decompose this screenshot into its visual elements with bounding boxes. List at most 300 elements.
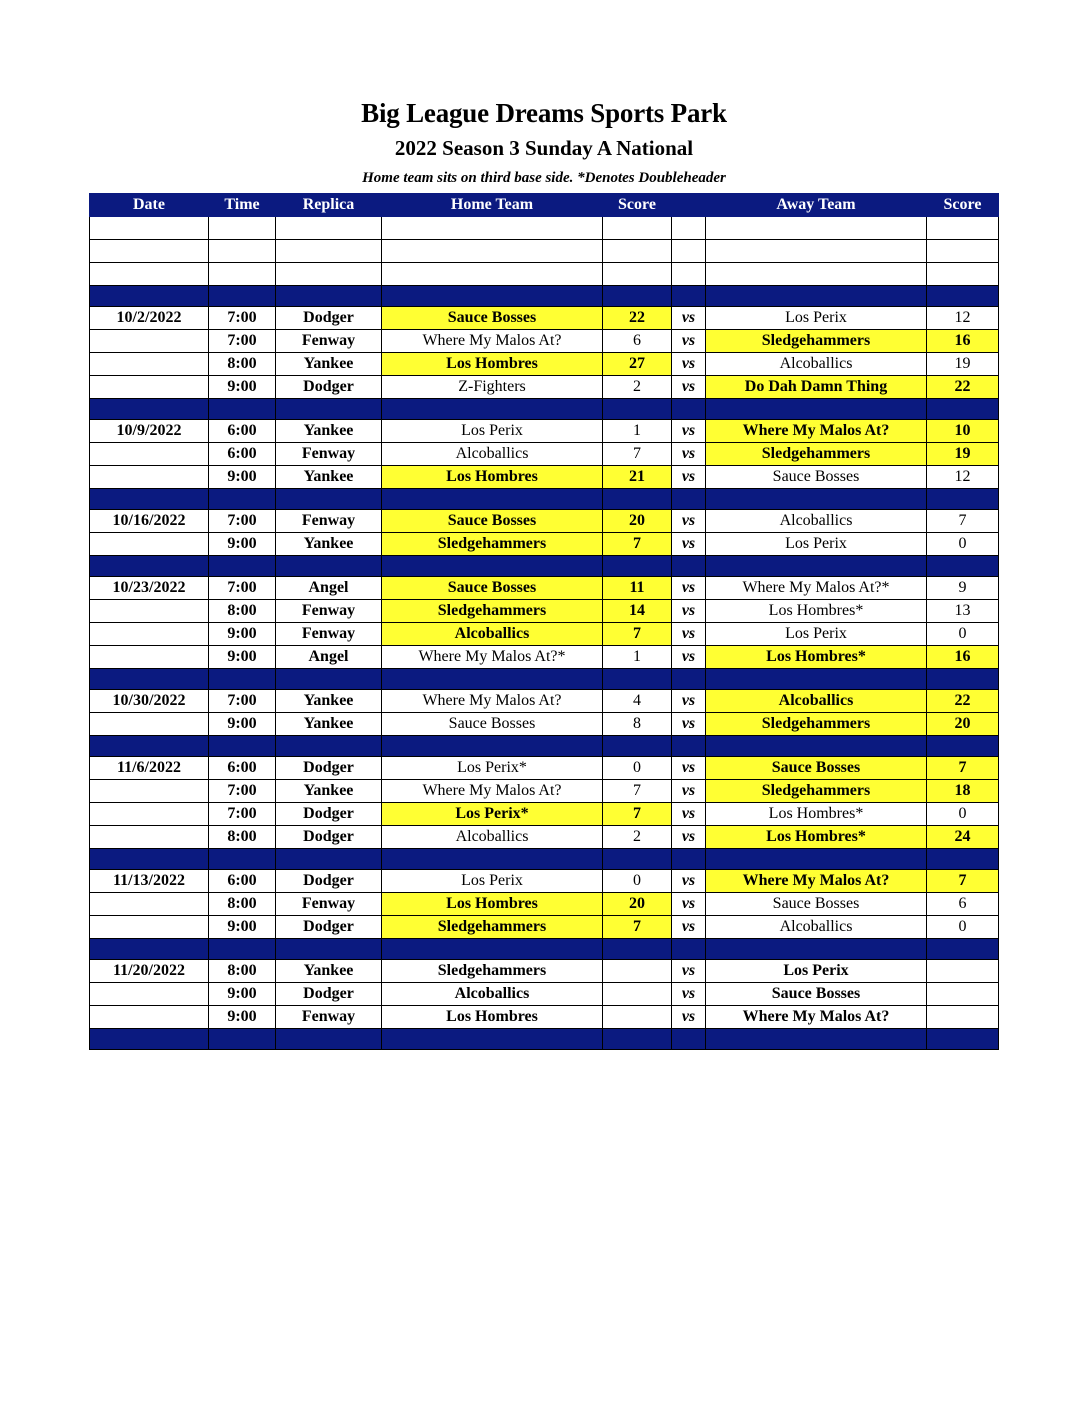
game-field: Yankee <box>276 780 382 803</box>
separator-cell <box>672 556 706 577</box>
separator-cell <box>382 736 603 757</box>
away-team: Los Perix <box>706 960 927 983</box>
separator-cell <box>90 736 209 757</box>
separator-cell <box>276 399 382 420</box>
away-team: Alcoballics <box>706 510 927 533</box>
blank-cell <box>927 217 999 240</box>
game-row <box>90 893 999 916</box>
vs-label: vs <box>672 713 706 736</box>
home-score: 0 <box>603 757 672 780</box>
game-field: Fenway <box>276 510 382 533</box>
game-date <box>90 533 209 556</box>
game-row <box>90 690 999 713</box>
vs-label: vs <box>672 510 706 533</box>
blank-cell <box>276 240 382 263</box>
vs-label: vs <box>672 623 706 646</box>
away-score: 13 <box>927 600 999 623</box>
separator-cell <box>927 736 999 757</box>
away-score: 7 <box>927 510 999 533</box>
game-field: Dodger <box>276 916 382 939</box>
separator-cell <box>382 939 603 960</box>
col-header-date: Date <box>90 194 209 217</box>
home-score <box>603 1006 672 1029</box>
away-team: Los Hombres* <box>706 600 927 623</box>
home-score: 27 <box>603 353 672 376</box>
vs-label: vs <box>672 870 706 893</box>
home-score: 20 <box>603 893 672 916</box>
game-row <box>90 533 999 556</box>
home-team: Where My Malos At? <box>382 780 603 803</box>
game-date: 10/23/2022 <box>90 577 209 600</box>
game-field: Fenway <box>276 600 382 623</box>
week-separator-row <box>90 286 999 307</box>
game-date <box>90 600 209 623</box>
blank-cell <box>672 240 706 263</box>
separator-cell <box>276 489 382 510</box>
separator-cell <box>672 489 706 510</box>
separator-cell <box>382 286 603 307</box>
game-field: Dodger <box>276 983 382 1006</box>
blank-cell <box>706 217 927 240</box>
separator-cell <box>927 1029 999 1050</box>
col-header-time: Time <box>209 194 276 217</box>
game-time: 9:00 <box>209 376 276 399</box>
separator-cell <box>706 736 927 757</box>
vs-label: vs <box>672 353 706 376</box>
game-date <box>90 803 209 826</box>
separator-cell <box>209 556 276 577</box>
home-team: Los Perix* <box>382 757 603 780</box>
game-row <box>90 577 999 600</box>
game-time: 7:00 <box>209 330 276 353</box>
away-score: 19 <box>927 443 999 466</box>
blank-cell <box>209 240 276 263</box>
week-separator-row <box>90 556 999 577</box>
separator-cell <box>382 849 603 870</box>
away-score: 18 <box>927 780 999 803</box>
separator-cell <box>209 939 276 960</box>
game-field: Yankee <box>276 420 382 443</box>
game-date: 11/20/2022 <box>90 960 209 983</box>
separator-cell <box>603 286 672 307</box>
separator-cell <box>90 669 209 690</box>
home-team: Los Hombres <box>382 1006 603 1029</box>
game-date <box>90 646 209 669</box>
col-header-home-team: Home Team <box>382 194 603 217</box>
home-score: 7 <box>603 803 672 826</box>
game-field: Yankee <box>276 960 382 983</box>
away-score: 7 <box>927 870 999 893</box>
separator-cell <box>90 286 209 307</box>
week-separator-row <box>90 399 999 420</box>
vs-label: vs <box>672 1006 706 1029</box>
away-score: 22 <box>927 690 999 713</box>
game-time: 6:00 <box>209 443 276 466</box>
game-row <box>90 307 999 330</box>
away-score: 24 <box>927 826 999 849</box>
separator-cell <box>672 286 706 307</box>
home-team: Where My Malos At?* <box>382 646 603 669</box>
blank-cell <box>927 240 999 263</box>
separator-cell <box>706 489 927 510</box>
week-separator-row <box>90 669 999 690</box>
game-date: 11/13/2022 <box>90 870 209 893</box>
game-field: Dodger <box>276 307 382 330</box>
separator-cell <box>672 736 706 757</box>
game-row <box>90 646 999 669</box>
home-team: Sledgehammers <box>382 960 603 983</box>
game-field: Dodger <box>276 803 382 826</box>
blank-cell <box>603 217 672 240</box>
home-team: Alcoballics <box>382 443 603 466</box>
blank-cell <box>90 263 209 286</box>
separator-cell <box>90 1029 209 1050</box>
separator-cell <box>209 1029 276 1050</box>
separator-cell <box>672 849 706 870</box>
away-score: 22 <box>927 376 999 399</box>
separator-cell <box>276 939 382 960</box>
week-separator-row <box>90 1029 999 1050</box>
game-row <box>90 510 999 533</box>
separator-cell <box>603 399 672 420</box>
home-score: 1 <box>603 420 672 443</box>
home-team: Los Perix <box>382 420 603 443</box>
blank-cell <box>603 263 672 286</box>
away-score: 7 <box>927 757 999 780</box>
vs-label: vs <box>672 757 706 780</box>
separator-cell <box>927 556 999 577</box>
schedule-body <box>90 217 999 1050</box>
separator-cell <box>706 556 927 577</box>
blank-cell <box>706 240 927 263</box>
vs-label: vs <box>672 646 706 669</box>
home-score: 4 <box>603 690 672 713</box>
blank-row <box>90 217 999 240</box>
away-team: Alcoballics <box>706 353 927 376</box>
col-header-away-team: Away Team <box>706 194 927 217</box>
away-team: Where My Malos At? <box>706 870 927 893</box>
blank-cell <box>706 263 927 286</box>
schedule-note: Home team sits on third base side. *Denotes Doubleheader <box>362 170 726 186</box>
away-score: 12 <box>927 466 999 489</box>
separator-cell <box>209 849 276 870</box>
game-date <box>90 893 209 916</box>
game-time: 9:00 <box>209 646 276 669</box>
header-row <box>90 194 999 217</box>
game-row <box>90 353 999 376</box>
schedule-table <box>89 193 999 1050</box>
home-team: Los Perix* <box>382 803 603 826</box>
home-team: Sauce Bosses <box>382 307 603 330</box>
game-row <box>90 623 999 646</box>
game-time: 9:00 <box>209 466 276 489</box>
game-time: 8:00 <box>209 960 276 983</box>
away-score: 10 <box>927 420 999 443</box>
col-header-vs <box>672 194 706 217</box>
game-time: 9:00 <box>209 623 276 646</box>
game-date <box>90 1006 209 1029</box>
separator-cell <box>927 849 999 870</box>
away-team: Sauce Bosses <box>706 466 927 489</box>
week-separator-row <box>90 489 999 510</box>
game-row <box>90 803 999 826</box>
separator-cell <box>382 399 603 420</box>
game-time: 8:00 <box>209 893 276 916</box>
home-score: 7 <box>603 443 672 466</box>
away-score: 16 <box>927 330 999 353</box>
away-team: Sledgehammers <box>706 330 927 353</box>
game-time: 6:00 <box>209 870 276 893</box>
vs-label: vs <box>672 307 706 330</box>
home-score: 11 <box>603 577 672 600</box>
separator-cell <box>276 736 382 757</box>
game-field: Fenway <box>276 1006 382 1029</box>
home-team: Sauce Bosses <box>382 510 603 533</box>
blank-cell <box>209 263 276 286</box>
away-score: 9 <box>927 577 999 600</box>
separator-cell <box>927 489 999 510</box>
separator-cell <box>706 1029 927 1050</box>
separator-cell <box>90 399 209 420</box>
home-team: Los Hombres <box>382 353 603 376</box>
away-team: Sledgehammers <box>706 443 927 466</box>
separator-cell <box>209 736 276 757</box>
home-score: 8 <box>603 713 672 736</box>
blank-row <box>90 263 999 286</box>
home-score: 7 <box>603 780 672 803</box>
away-score: 16 <box>927 646 999 669</box>
game-date <box>90 353 209 376</box>
home-team: Los Hombres <box>382 893 603 916</box>
game-row <box>90 916 999 939</box>
game-time: 6:00 <box>209 757 276 780</box>
separator-cell <box>672 399 706 420</box>
away-team: Alcoballics <box>706 690 927 713</box>
game-row <box>90 420 999 443</box>
away-score: 6 <box>927 893 999 916</box>
game-time: 8:00 <box>209 600 276 623</box>
vs-label: vs <box>672 600 706 623</box>
game-row <box>90 600 999 623</box>
home-team: Alcoballics <box>382 826 603 849</box>
game-field: Dodger <box>276 826 382 849</box>
blank-cell <box>927 263 999 286</box>
separator-cell <box>603 849 672 870</box>
vs-label: vs <box>672 466 706 489</box>
vs-label: vs <box>672 443 706 466</box>
game-row <box>90 443 999 466</box>
blank-cell <box>276 217 382 240</box>
game-time: 7:00 <box>209 510 276 533</box>
separator-cell <box>672 669 706 690</box>
separator-cell <box>927 939 999 960</box>
away-score: 19 <box>927 353 999 376</box>
separator-cell <box>672 1029 706 1050</box>
game-date: 10/9/2022 <box>90 420 209 443</box>
game-field: Yankee <box>276 713 382 736</box>
separator-cell <box>927 669 999 690</box>
blank-cell <box>603 240 672 263</box>
away-team: Where My Malos At? <box>706 1006 927 1029</box>
game-field: Yankee <box>276 690 382 713</box>
blank-cell <box>90 217 209 240</box>
home-score: 21 <box>603 466 672 489</box>
separator-cell <box>603 736 672 757</box>
game-field: Yankee <box>276 533 382 556</box>
home-score: 2 <box>603 376 672 399</box>
game-time: 9:00 <box>209 1006 276 1029</box>
game-time: 7:00 <box>209 307 276 330</box>
home-team: Sledgehammers <box>382 533 603 556</box>
home-score: 22 <box>603 307 672 330</box>
separator-cell <box>603 669 672 690</box>
vs-label: vs <box>672 690 706 713</box>
vs-label: vs <box>672 803 706 826</box>
separator-cell <box>706 399 927 420</box>
game-time: 9:00 <box>209 713 276 736</box>
game-field: Dodger <box>276 376 382 399</box>
away-team: Sledgehammers <box>706 713 927 736</box>
game-time: 9:00 <box>209 916 276 939</box>
game-row <box>90 960 999 983</box>
game-date <box>90 376 209 399</box>
game-row <box>90 376 999 399</box>
blank-cell <box>382 240 603 263</box>
game-field: Yankee <box>276 353 382 376</box>
blank-cell <box>382 263 603 286</box>
game-date <box>90 916 209 939</box>
blank-cell <box>672 263 706 286</box>
game-field: Dodger <box>276 757 382 780</box>
away-score <box>927 1006 999 1029</box>
away-team: Los Hombres* <box>706 826 927 849</box>
separator-cell <box>90 939 209 960</box>
home-score: 14 <box>603 600 672 623</box>
separator-cell <box>90 556 209 577</box>
separator-cell <box>382 489 603 510</box>
home-score: 7 <box>603 916 672 939</box>
game-date <box>90 713 209 736</box>
separator-cell <box>706 286 927 307</box>
game-field: Angel <box>276 577 382 600</box>
game-date <box>90 443 209 466</box>
week-separator-row <box>90 849 999 870</box>
vs-label: vs <box>672 826 706 849</box>
away-team: Los Perix <box>706 533 927 556</box>
game-field: Dodger <box>276 870 382 893</box>
vs-label: vs <box>672 983 706 1006</box>
home-team: Los Hombres <box>382 466 603 489</box>
game-date <box>90 780 209 803</box>
game-time: 7:00 <box>209 690 276 713</box>
blank-row <box>90 240 999 263</box>
vs-label: vs <box>672 376 706 399</box>
separator-cell <box>603 939 672 960</box>
vs-label: vs <box>672 780 706 803</box>
game-field: Fenway <box>276 623 382 646</box>
away-team: Sauce Bosses <box>706 893 927 916</box>
vs-label: vs <box>672 960 706 983</box>
game-date: 11/6/2022 <box>90 757 209 780</box>
game-time: 7:00 <box>209 577 276 600</box>
home-score: 1 <box>603 646 672 669</box>
game-date: 10/2/2022 <box>90 307 209 330</box>
away-team: Alcoballics <box>706 916 927 939</box>
home-team: Sledgehammers <box>382 600 603 623</box>
home-team: Sauce Bosses <box>382 577 603 600</box>
game-date <box>90 330 209 353</box>
game-date <box>90 983 209 1006</box>
page-title: Big League Dreams Sports Park <box>361 98 727 128</box>
separator-cell <box>603 556 672 577</box>
game-time: 8:00 <box>209 353 276 376</box>
away-team: Sauce Bosses <box>706 983 927 1006</box>
game-row <box>90 780 999 803</box>
game-row <box>90 757 999 780</box>
away-score: 12 <box>927 307 999 330</box>
game-row <box>90 983 999 1006</box>
separator-cell <box>603 489 672 510</box>
game-field: Yankee <box>276 466 382 489</box>
home-score <box>603 983 672 1006</box>
home-score: 2 <box>603 826 672 849</box>
separator-cell <box>209 489 276 510</box>
home-score <box>603 960 672 983</box>
game-time: 9:00 <box>209 533 276 556</box>
away-score <box>927 960 999 983</box>
week-separator-row <box>90 939 999 960</box>
separator-cell <box>209 669 276 690</box>
game-row <box>90 466 999 489</box>
separator-cell <box>672 939 706 960</box>
col-header-replica: Replica <box>276 194 382 217</box>
game-row <box>90 713 999 736</box>
game-time: 8:00 <box>209 826 276 849</box>
vs-label: vs <box>672 330 706 353</box>
game-row <box>90 826 999 849</box>
game-row <box>90 330 999 353</box>
vs-label: vs <box>672 893 706 916</box>
vs-label: vs <box>672 577 706 600</box>
away-score: 0 <box>927 803 999 826</box>
home-score: 20 <box>603 510 672 533</box>
away-score: 0 <box>927 533 999 556</box>
separator-cell <box>90 849 209 870</box>
away-team: Do Dah Damn Thing <box>706 376 927 399</box>
home-team: Alcoballics <box>382 983 603 1006</box>
blank-cell <box>90 240 209 263</box>
home-score: 7 <box>603 623 672 646</box>
separator-cell <box>927 399 999 420</box>
separator-cell <box>706 669 927 690</box>
separator-cell <box>276 669 382 690</box>
away-team: Los Hombres* <box>706 646 927 669</box>
home-score: 7 <box>603 533 672 556</box>
separator-cell <box>382 1029 603 1050</box>
separator-cell <box>276 849 382 870</box>
away-score <box>927 983 999 1006</box>
game-date: 10/30/2022 <box>90 690 209 713</box>
blank-cell <box>382 217 603 240</box>
separator-cell <box>209 286 276 307</box>
blank-cell <box>276 263 382 286</box>
separator-cell <box>927 286 999 307</box>
home-team: Where My Malos At? <box>382 690 603 713</box>
game-date <box>90 466 209 489</box>
game-row <box>90 1006 999 1029</box>
away-team: Where My Malos At? <box>706 420 927 443</box>
home-team: Alcoballics <box>382 623 603 646</box>
